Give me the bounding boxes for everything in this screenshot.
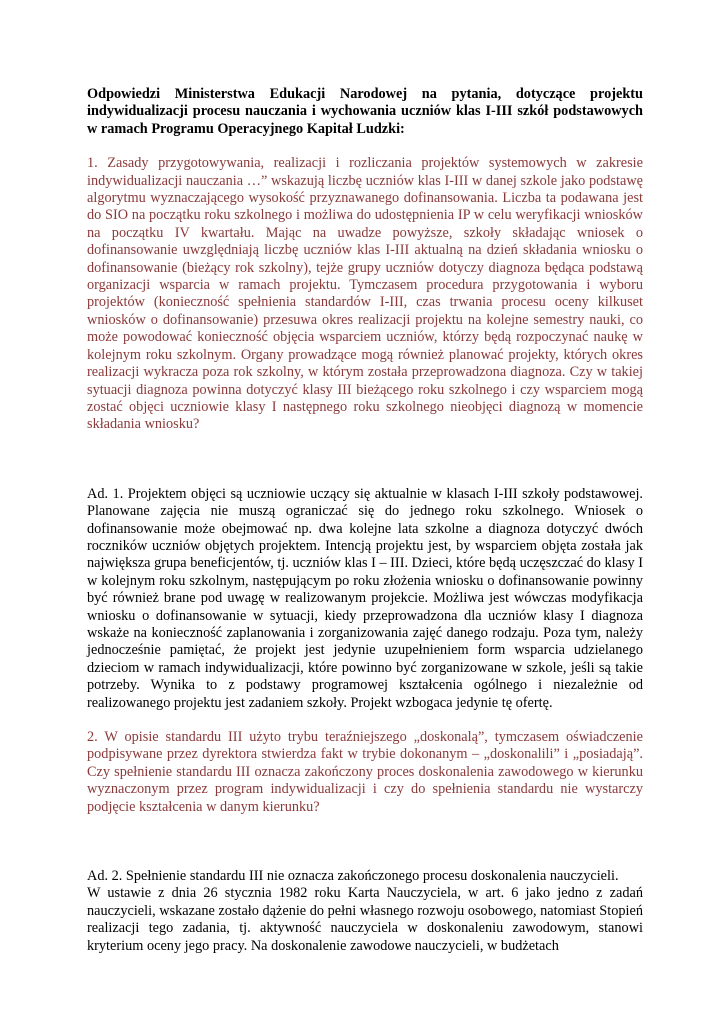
answer-2-body: W ustawie z dnia 26 stycznia 1982 roku Karta Nauczyciela, w art. 6 jako jedno z zadań nauczycieli, wskazane zostało dążenie do pełni własnego rozwoju osobowego, natomiast Stopień realizacji tego zadania, tj. aktywność nauczyciela w doskonaleniu zawodowym, stanowi kryterium oceny jego pracy. Na doskonalenie zawodowe nauczycieli, w budżetach: [87, 885, 643, 954]
answer-2: [87, 868, 643, 955]
answer-2-first-line: Ad. 2. Spełnienie standardu III nie oznacza zakończonego procesu doskonalenia nauczycieli.: [87, 868, 619, 885]
document-page: [87, 86, 643, 955]
question-1: 1. Zasady przygotowywania, realizacji i rozliczania projektów systemowych w zakresie indywidualizacji nauczania …” wskazują liczbę uczniów klas I-III w danej szkole jako podstawę algorytmu wyznaczającego wysokość przyznawanego dofinansowania. Liczba ta podawana jest do SIO na początku roku szkolnego i możliwa do udostępnienia IP w celu weryfikacji wniosków na początku IV kwartału. Mając na uwadze powyższe, szkoły składając wniosek o dofinansowanie uwzględniają liczbę uczniów klas I-III aktualną na dzień składania wniosku o dofinansowanie (bieżący rok szkolny), tejże grupy uczniów dotyczy diagnoza będąca podstawą organizacji wsparcia w ramach projektu. Tymczasem procedura przygotowania i wyboru projektów (konieczność spełnienia standardów I-III, czas trwania procesu oceny kilkuset wniosków o dofinansowanie) przesuwa okres realizacji projektu na kolejne semestry nauki, co może powodować konieczność objęcia wsparciem uczniów, którzy będą rozpoczynać naukę w kolejnym roku szkolnym. Organy prowadzące mogą również planować projekty, których okres realizacji wykracza poza rok szkolny, w którym została przeprowadzona diagnoza. Czy w takiej sytuacji diagnoza powinna dotyczyć klasy III bieżącego roku szkolnego i czy wsparciem mogą zostać objęci uczniowie klasy I następnego roku szkolnego nieobjęci diagnozą w momencie składania wniosku?: [87, 155, 643, 433]
answer-1: Ad. 1. Projektem objęci są uczniowie uczący się aktualnie w klasach I-III szkoły podstawowej. Planowane zajęcia nie muszą ograniczać się do jednego roku szkolnego. Wniosek o dofinansowanie może obejmować np. dwa kolejne lata szkolne a diagnoza dotyczyć dwóch roczników uczniów objętych projektem. Intencją projektu jest, by wsparciem objęta została jak największa grupa beneficjentów, tj. uczniów klas I – III. Dzieci, które będą uczęszczać do klasy I w kolejnym roku szkolnym, następującym po roku złożenia wniosku o dofinansowanie powinny być również brane pod uwagę w realizowanym projekcie. Możliwa jest wówczas modyfikacja wniosku o dofinansowanie w sytuacji, kiedy przeprowadzona dla uczniów klasy I diagnoza wskaże na konieczność zaplanowania i zorganizowania zajęć danego rodzaju. Poza tym, należy jednocześnie pamiętać, że projekt jest jedynie uzupełnieniem form wsparcia udzielanego dzieciom w ramach indywidualizacji, które powinno być zorganizowane w szkole, jeśli są takie potrzeby. Wynika to z podstawy programowej kształcenia ogólnego i niezależnie od realizowanego projektu jest zadaniem szkoły. Projekt wzbogaca jedynie tę ofertę.: [87, 485, 644, 711]
question-2: 2. W opisie standardu III użyto trybu teraźniejszego „doskonalą”, tymczasem oświadczenie podpisywane przez dyrektora stwierdza fakt w trybie dokonanym – „doskonalili” i „posiadają”. Czy spełnienie standardu III oznacza zakończony proces doskonalenia zawodowego w kierunku wyznaczonym przez program indywidualizacji i czy do spełnienia standardu nie wystarczy podjęcie kształcenia w danym kierunku?: [87, 729, 643, 815]
document-title: Odpowiedzi Ministerstwa Edukacji Narodowej na pytania, dotyczące projektu indywidualizacji procesu nauczania i wychowania uczniów klas I-III szkół podstawowych w ramach Programu Operacyjnego Kapitał Ludzki:: [87, 86, 643, 137]
